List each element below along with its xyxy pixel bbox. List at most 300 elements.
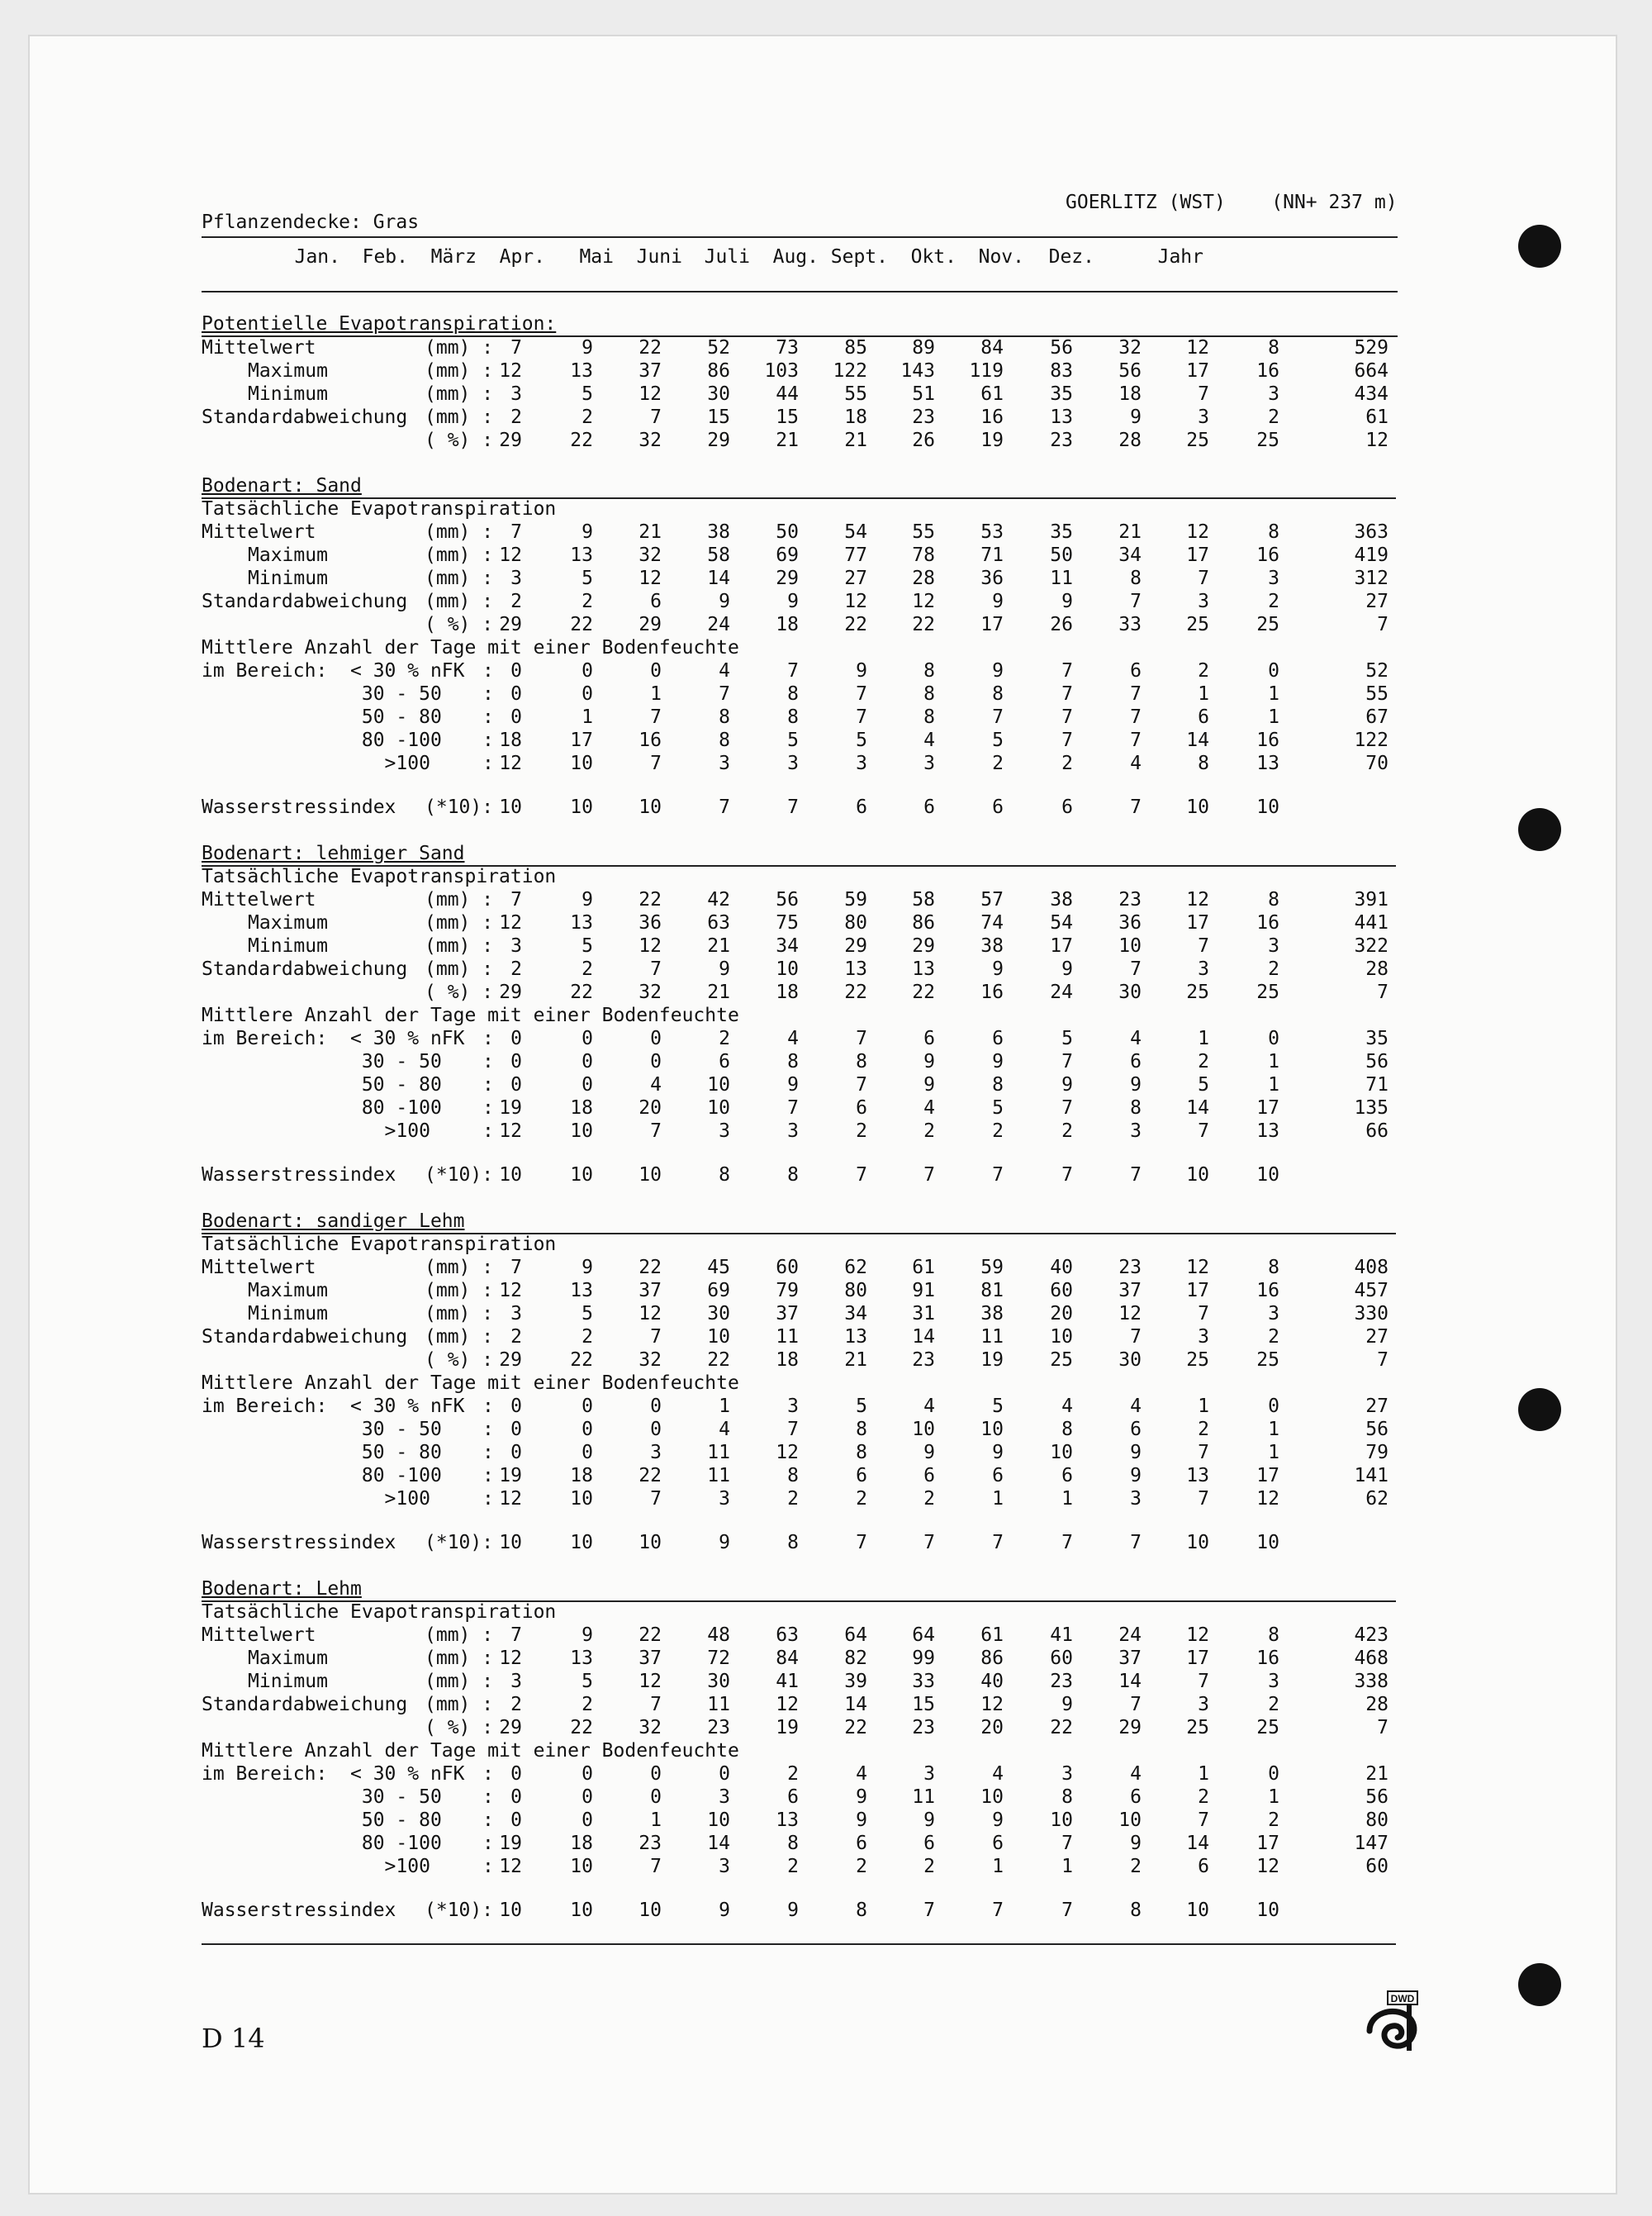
month-header: Dez. bbox=[1048, 246, 1094, 268]
table-cell: 54 bbox=[844, 521, 867, 543]
table-cell: 29 bbox=[638, 614, 662, 635]
table-cell: 41 bbox=[776, 1671, 799, 1692]
table-cell: 7 bbox=[510, 889, 522, 911]
table-cell: 9 bbox=[856, 1786, 867, 1808]
table-cell: 61 bbox=[980, 383, 1004, 405]
table-cell: 5 bbox=[992, 1396, 1004, 1417]
table-cell: 14 bbox=[707, 1833, 730, 1854]
table-cell: 10 bbox=[1050, 1442, 1073, 1463]
table-cell: 9 bbox=[582, 337, 593, 359]
table-cell: 2 bbox=[1268, 958, 1279, 980]
table-cell: 91 bbox=[912, 1280, 935, 1301]
table-cell: 10 bbox=[776, 958, 799, 980]
soil-section-title: Bodenart: sandiger Lehm bbox=[202, 1210, 465, 1232]
table-cell: 7 bbox=[1198, 568, 1209, 589]
table-cell: 0 bbox=[510, 1028, 522, 1049]
table-cell: 1 bbox=[1268, 1419, 1279, 1440]
soil-section-title: Bodenart: Lehm bbox=[202, 1578, 362, 1600]
table-cell: 1 bbox=[719, 1396, 730, 1417]
table-cell: 23 bbox=[1050, 430, 1073, 451]
table-cell: 22 bbox=[844, 614, 867, 635]
table-row bbox=[202, 1833, 1399, 1856]
table-cell: 56 bbox=[776, 889, 799, 911]
table-cell: 18 bbox=[570, 1097, 593, 1119]
table-cell: 9 bbox=[923, 1074, 935, 1096]
table-row bbox=[202, 337, 1399, 360]
table-cell: 16 bbox=[1256, 360, 1279, 382]
table-cell: 7 bbox=[1061, 1532, 1073, 1553]
table-cell: 8 bbox=[1268, 521, 1279, 543]
row-unit: (mm) : bbox=[425, 360, 494, 382]
table-cell: 2 bbox=[1198, 1051, 1209, 1072]
row-label: Minimum bbox=[248, 383, 328, 405]
table-cell: 7 bbox=[1061, 1900, 1073, 1921]
row-unit: (*10): bbox=[425, 797, 494, 818]
row-label: Wasserstressindex bbox=[202, 1532, 396, 1553]
table-cell: 10 bbox=[499, 797, 522, 818]
table-cell: 86 bbox=[912, 912, 935, 934]
table-cell: 3 bbox=[1268, 1303, 1279, 1324]
table-cell: 103 bbox=[764, 360, 799, 382]
table-cell: 122 bbox=[833, 360, 867, 382]
table-row bbox=[202, 1763, 1399, 1786]
table-cell: 25 bbox=[1186, 430, 1209, 451]
separator: : bbox=[482, 1763, 494, 1785]
table-cell: 17 bbox=[1186, 912, 1209, 934]
row-label: 30 - 50 bbox=[202, 1051, 442, 1072]
table-cell: 3 bbox=[923, 753, 935, 774]
table-cell: 14 bbox=[1186, 1097, 1209, 1119]
table-row bbox=[202, 1326, 1399, 1349]
table-cell: 32 bbox=[638, 1349, 662, 1371]
table-cell: 32 bbox=[638, 544, 662, 566]
row-unit: (mm) : bbox=[425, 912, 494, 934]
table-cell: 56 bbox=[1118, 360, 1142, 382]
table-cell: 1 bbox=[1268, 683, 1279, 705]
table-cell: 4 bbox=[650, 1074, 662, 1096]
table-cell: 62 bbox=[1365, 1488, 1389, 1510]
table-cell: 5 bbox=[582, 935, 593, 957]
table-cell: 10 bbox=[1186, 797, 1209, 818]
table-cell: 12 bbox=[1365, 430, 1389, 451]
row-label: 80 -100 bbox=[202, 1465, 442, 1486]
table-cell: 7 bbox=[1130, 730, 1142, 751]
subtitle-tatsaechlich: Tatsächliche Evapotranspiration bbox=[202, 498, 557, 520]
row-unit: ( %) : bbox=[425, 430, 494, 451]
dwd-logo-icon bbox=[1361, 1990, 1427, 2056]
table-cell: 7 bbox=[1377, 1349, 1389, 1371]
table-cell: 12 bbox=[638, 383, 662, 405]
table-cell: 423 bbox=[1354, 1624, 1389, 1646]
row-label: 50 - 80 bbox=[202, 1442, 442, 1463]
table-cell: 3 bbox=[510, 935, 522, 957]
separator: : bbox=[482, 706, 494, 728]
subtitle-mittlere-anzahl: Mittlere Anzahl der Tage mit einer Bodenfeuchte bbox=[202, 1372, 739, 1394]
table-cell: 12 bbox=[980, 1694, 1004, 1715]
separator: : bbox=[482, 1396, 494, 1417]
table-cell: 8 bbox=[1130, 1097, 1142, 1119]
table-cell: 3 bbox=[1198, 958, 1209, 980]
table-cell: 34 bbox=[1118, 544, 1142, 566]
table-cell: 7 bbox=[650, 1120, 662, 1142]
table-cell: 59 bbox=[844, 889, 867, 911]
table-cell: 10 bbox=[1118, 935, 1142, 957]
table-cell: 9 bbox=[992, 958, 1004, 980]
separator: : bbox=[482, 753, 494, 774]
table-cell: 9 bbox=[1061, 1694, 1073, 1715]
table-cell: 23 bbox=[912, 1349, 935, 1371]
table-cell: 27 bbox=[1365, 591, 1389, 612]
table-cell: 12 bbox=[638, 1671, 662, 1692]
table-cell: 2 bbox=[1061, 753, 1073, 774]
table-cell: 12 bbox=[499, 912, 522, 934]
month-header: Aug. bbox=[772, 246, 819, 268]
table-cell: 4 bbox=[719, 660, 730, 682]
row-label: Wasserstressindex bbox=[202, 1900, 396, 1921]
table-cell: 11 bbox=[912, 1786, 935, 1808]
table-cell: 16 bbox=[1256, 1648, 1279, 1669]
table-cell: 8 bbox=[787, 683, 799, 705]
table-cell: 4 bbox=[719, 1419, 730, 1440]
table-row bbox=[202, 1120, 1399, 1144]
table-cell: 22 bbox=[638, 1465, 662, 1486]
table-cell: 29 bbox=[499, 1717, 522, 1738]
table-cell: 54 bbox=[1050, 912, 1073, 934]
table-cell: 22 bbox=[638, 1624, 662, 1646]
table-cell: 64 bbox=[912, 1624, 935, 1646]
table-cell: 7 bbox=[992, 1900, 1004, 1921]
table-cell: 7 bbox=[992, 1164, 1004, 1186]
row-unit: ( %) : bbox=[425, 982, 494, 1003]
table-cell: 7 bbox=[1198, 935, 1209, 957]
table-cell: 28 bbox=[1365, 958, 1389, 980]
table-cell: 10 bbox=[638, 797, 662, 818]
table-row bbox=[202, 889, 1399, 912]
table-cell: 1 bbox=[1198, 1028, 1209, 1049]
table-row bbox=[202, 1257, 1399, 1280]
table-cell: 9 bbox=[719, 1900, 730, 1921]
table-cell: 23 bbox=[1118, 1257, 1142, 1278]
table-cell: 80 bbox=[1365, 1809, 1389, 1831]
table-cell: 7 bbox=[992, 1532, 1004, 1553]
table-cell: 9 bbox=[923, 1051, 935, 1072]
table-cell: 9 bbox=[787, 1900, 799, 1921]
table-cell: 3 bbox=[719, 1488, 730, 1510]
table-cell: 48 bbox=[707, 1624, 730, 1646]
table-cell: 9 bbox=[582, 1624, 593, 1646]
table-cell: 16 bbox=[980, 982, 1004, 1003]
table-cell: 12 bbox=[1256, 1856, 1279, 1877]
table-cell: 82 bbox=[844, 1648, 867, 1669]
table-cell: 52 bbox=[1365, 660, 1389, 682]
table-cell: 17 bbox=[980, 614, 1004, 635]
table-cell: 36 bbox=[980, 568, 1004, 589]
table-cell: 5 bbox=[992, 730, 1004, 751]
table-cell: 4 bbox=[1130, 753, 1142, 774]
table-cell: 2 bbox=[719, 1028, 730, 1049]
table-cell: 3 bbox=[1268, 1671, 1279, 1692]
table-cell: 2 bbox=[787, 1488, 799, 1510]
table-cell: 1 bbox=[1061, 1856, 1073, 1877]
table-cell: 2 bbox=[510, 591, 522, 612]
table-row bbox=[202, 1303, 1399, 1326]
table-cell: 12 bbox=[638, 935, 662, 957]
table-cell: 14 bbox=[912, 1326, 935, 1348]
table-cell: 6 bbox=[1198, 706, 1209, 728]
table-cell: 10 bbox=[499, 1532, 522, 1553]
table-cell: 330 bbox=[1354, 1303, 1389, 1324]
table-cell: 0 bbox=[1268, 1028, 1279, 1049]
table-cell: 13 bbox=[844, 1326, 867, 1348]
table-cell: 37 bbox=[638, 1648, 662, 1669]
table-cell: 0 bbox=[582, 1051, 593, 1072]
table-cell: 10 bbox=[1186, 1900, 1209, 1921]
table-cell: 4 bbox=[1061, 1396, 1073, 1417]
punch-hole bbox=[1518, 1388, 1561, 1431]
table-cell: 0 bbox=[650, 1051, 662, 1072]
separator: : bbox=[482, 1074, 494, 1096]
row-label: Minimum bbox=[248, 1671, 328, 1692]
table-cell: 2 bbox=[992, 1120, 1004, 1142]
table-cell: 8 bbox=[787, 1051, 799, 1072]
table-cell: 61 bbox=[912, 1257, 935, 1278]
row-unit: (*10): bbox=[425, 1532, 494, 1553]
table-cell: 5 bbox=[856, 730, 867, 751]
table-cell: 0 bbox=[1268, 660, 1279, 682]
table-cell: 13 bbox=[570, 1280, 593, 1301]
table-cell: 22 bbox=[570, 614, 593, 635]
table-cell: 25 bbox=[1256, 1717, 1279, 1738]
table-cell: 6 bbox=[923, 1465, 935, 1486]
row-label: 50 - 80 bbox=[202, 706, 442, 728]
table-cell: 21 bbox=[844, 1349, 867, 1371]
table-cell: 25 bbox=[1186, 1717, 1209, 1738]
table-cell: 17 bbox=[1256, 1465, 1279, 1486]
table-cell: 38 bbox=[707, 521, 730, 543]
table-cell: 5 bbox=[856, 1396, 867, 1417]
row-unit: ( %) : bbox=[425, 1717, 494, 1738]
table-cell: 8 bbox=[992, 1074, 1004, 1096]
table-row bbox=[202, 1856, 1399, 1879]
table-cell: 3 bbox=[1130, 1120, 1142, 1142]
table-cell: 8 bbox=[1268, 1257, 1279, 1278]
table-cell: 9 bbox=[856, 660, 867, 682]
table-cell: 2 bbox=[856, 1120, 867, 1142]
subtitle-mittlere-anzahl: Mittlere Anzahl der Tage mit einer Bodenfeuchte bbox=[202, 1005, 739, 1026]
table-cell: 8 bbox=[1061, 1786, 1073, 1808]
table-cell: 9 bbox=[992, 660, 1004, 682]
table-cell: 17 bbox=[1256, 1833, 1279, 1854]
table-cell: 10 bbox=[570, 753, 593, 774]
row-label: >100 bbox=[202, 1856, 430, 1877]
month-header: Juni bbox=[636, 246, 682, 268]
table-cell: 3 bbox=[923, 1763, 935, 1785]
table-row bbox=[202, 1717, 1399, 1740]
table-cell: 135 bbox=[1354, 1097, 1389, 1119]
table-cell: 22 bbox=[844, 982, 867, 1003]
table-cell: 7 bbox=[1061, 660, 1073, 682]
row-label: Standardabweichung bbox=[202, 958, 408, 980]
table-cell: 7 bbox=[1198, 1809, 1209, 1831]
soil-section-title: Bodenart: Sand bbox=[202, 475, 362, 497]
table-cell: 7 bbox=[1198, 1671, 1209, 1692]
row-label: im Bereich: < 30 % nFK bbox=[202, 1396, 465, 1417]
table-cell: 13 bbox=[844, 958, 867, 980]
separator: : bbox=[482, 1442, 494, 1463]
table-cell: 18 bbox=[776, 982, 799, 1003]
row-unit: (mm) : bbox=[425, 1280, 494, 1301]
table-cell: 86 bbox=[707, 360, 730, 382]
table-cell: 10 bbox=[499, 1900, 522, 1921]
row-label: 80 -100 bbox=[202, 1097, 442, 1119]
table-cell: 10 bbox=[1050, 1809, 1073, 1831]
table-cell: 9 bbox=[923, 1442, 935, 1463]
row-label: >100 bbox=[202, 1120, 430, 1142]
table-cell: 7 bbox=[787, 1419, 799, 1440]
table-cell: 14 bbox=[707, 568, 730, 589]
table-row bbox=[202, 568, 1399, 591]
row-unit: (*10): bbox=[425, 1900, 494, 1921]
table-cell: 7 bbox=[1130, 1694, 1142, 1715]
row-unit: (mm) : bbox=[425, 1257, 494, 1278]
table-cell: 8 bbox=[1130, 568, 1142, 589]
table-cell: 1 bbox=[582, 706, 593, 728]
table-row bbox=[202, 935, 1399, 958]
table-cell: 23 bbox=[707, 1717, 730, 1738]
table-cell: 19 bbox=[776, 1717, 799, 1738]
table-cell: 10 bbox=[638, 1900, 662, 1921]
table-cell: 10 bbox=[570, 1120, 593, 1142]
table-cell: 1 bbox=[1268, 1074, 1279, 1096]
table-cell: 0 bbox=[582, 1442, 593, 1463]
table-cell: 6 bbox=[1130, 1051, 1142, 1072]
table-cell: 77 bbox=[844, 544, 867, 566]
table-cell: 18 bbox=[570, 1465, 593, 1486]
table-cell: 55 bbox=[1365, 683, 1389, 705]
table-row bbox=[202, 1074, 1399, 1097]
table-cell: 0 bbox=[1268, 1763, 1279, 1785]
table-cell: 16 bbox=[1256, 912, 1279, 934]
row-label: 50 - 80 bbox=[202, 1809, 442, 1831]
row-unit: (mm) : bbox=[425, 407, 494, 428]
month-header: Mai bbox=[579, 246, 614, 268]
wasserstressindex-row bbox=[202, 1164, 1399, 1187]
table-cell: 322 bbox=[1354, 935, 1389, 957]
table-row bbox=[202, 1671, 1399, 1694]
table-cell: 25 bbox=[1050, 1349, 1073, 1371]
table-cell: 10 bbox=[1050, 1326, 1073, 1348]
table-cell: 6 bbox=[1130, 1419, 1142, 1440]
table-cell: 42 bbox=[707, 889, 730, 911]
table-cell: 56 bbox=[1365, 1419, 1389, 1440]
table-cell: 29 bbox=[499, 430, 522, 451]
table-cell: 10 bbox=[707, 1326, 730, 1348]
table-cell: 122 bbox=[1354, 730, 1389, 751]
table-cell: 2 bbox=[992, 753, 1004, 774]
wasserstressindex-row bbox=[202, 797, 1399, 820]
table-cell: 29 bbox=[1118, 1717, 1142, 1738]
table-cell: 51 bbox=[912, 383, 935, 405]
table-cell: 10 bbox=[1256, 1164, 1279, 1186]
table-cell: 10 bbox=[1186, 1164, 1209, 1186]
table-cell: 7 bbox=[923, 1164, 935, 1186]
table-cell: 7 bbox=[1061, 683, 1073, 705]
table-cell: 3 bbox=[1198, 407, 1209, 428]
table-row bbox=[202, 730, 1399, 753]
table-cell: 6 bbox=[856, 1833, 867, 1854]
table-cell: 0 bbox=[510, 1809, 522, 1831]
station-header: GOERLITZ (WST) (NN+ 237 m) bbox=[1066, 192, 1398, 213]
table-cell: 21 bbox=[638, 521, 662, 543]
table-cell: 6 bbox=[923, 1833, 935, 1854]
table-cell: 33 bbox=[1118, 614, 1142, 635]
table-cell: 7 bbox=[923, 1900, 935, 1921]
table-cell: 2 bbox=[856, 1856, 867, 1877]
table-cell: 3 bbox=[787, 1120, 799, 1142]
table-cell: 8 bbox=[719, 706, 730, 728]
table-cell: 22 bbox=[912, 982, 935, 1003]
table-cell: 6 bbox=[856, 1465, 867, 1486]
table-cell: 23 bbox=[912, 1717, 935, 1738]
table-cell: 468 bbox=[1354, 1648, 1389, 1669]
table-cell: 30 bbox=[1118, 982, 1142, 1003]
row-unit: (mm) : bbox=[425, 1303, 494, 1324]
table-cell: 3 bbox=[1198, 591, 1209, 612]
row-label: Mittelwert bbox=[202, 1257, 316, 1278]
table-cell: 72 bbox=[707, 1648, 730, 1669]
table-cell: 8 bbox=[787, 1532, 799, 1553]
table-cell: 25 bbox=[1256, 1349, 1279, 1371]
row-label: Maximum bbox=[248, 1648, 328, 1669]
table-cell: 12 bbox=[776, 1694, 799, 1715]
table-cell: 6 bbox=[992, 1028, 1004, 1049]
month-header-row bbox=[202, 246, 1399, 269]
table-cell: 12 bbox=[1186, 337, 1209, 359]
table-cell: 60 bbox=[1365, 1856, 1389, 1877]
table-cell: 6 bbox=[1061, 1465, 1073, 1486]
row-label: 30 - 50 bbox=[202, 1419, 442, 1440]
table-cell: 8 bbox=[1268, 1624, 1279, 1646]
table-cell: 35 bbox=[1050, 383, 1073, 405]
table-cell: 9 bbox=[787, 1074, 799, 1096]
table-cell: 6 bbox=[719, 1051, 730, 1072]
table-cell: 79 bbox=[1365, 1442, 1389, 1463]
row-label: Minimum bbox=[248, 568, 328, 589]
table-cell: 40 bbox=[980, 1671, 1004, 1692]
table-cell: 10 bbox=[570, 797, 593, 818]
table-cell: 10 bbox=[1118, 1809, 1142, 1831]
table-cell: 12 bbox=[499, 360, 522, 382]
table-cell: 69 bbox=[776, 544, 799, 566]
table-cell: 60 bbox=[1050, 1280, 1073, 1301]
table-cell: 3 bbox=[787, 1396, 799, 1417]
row-label: Maximum bbox=[248, 544, 328, 566]
table-cell: 85 bbox=[844, 337, 867, 359]
table-cell: 419 bbox=[1354, 544, 1389, 566]
table-cell: 7 bbox=[510, 521, 522, 543]
separator: : bbox=[482, 1833, 494, 1854]
table-cell: 16 bbox=[980, 407, 1004, 428]
table-cell: 2 bbox=[510, 1694, 522, 1715]
table-cell: 61 bbox=[980, 1624, 1004, 1646]
table-cell: 17 bbox=[1256, 1097, 1279, 1119]
table-cell: 17 bbox=[1186, 544, 1209, 566]
separator: : bbox=[482, 1051, 494, 1072]
table-cell: 9 bbox=[582, 1257, 593, 1278]
table-row bbox=[202, 912, 1399, 935]
table-cell: 12 bbox=[1256, 1488, 1279, 1510]
table-cell: 30 bbox=[707, 1303, 730, 1324]
